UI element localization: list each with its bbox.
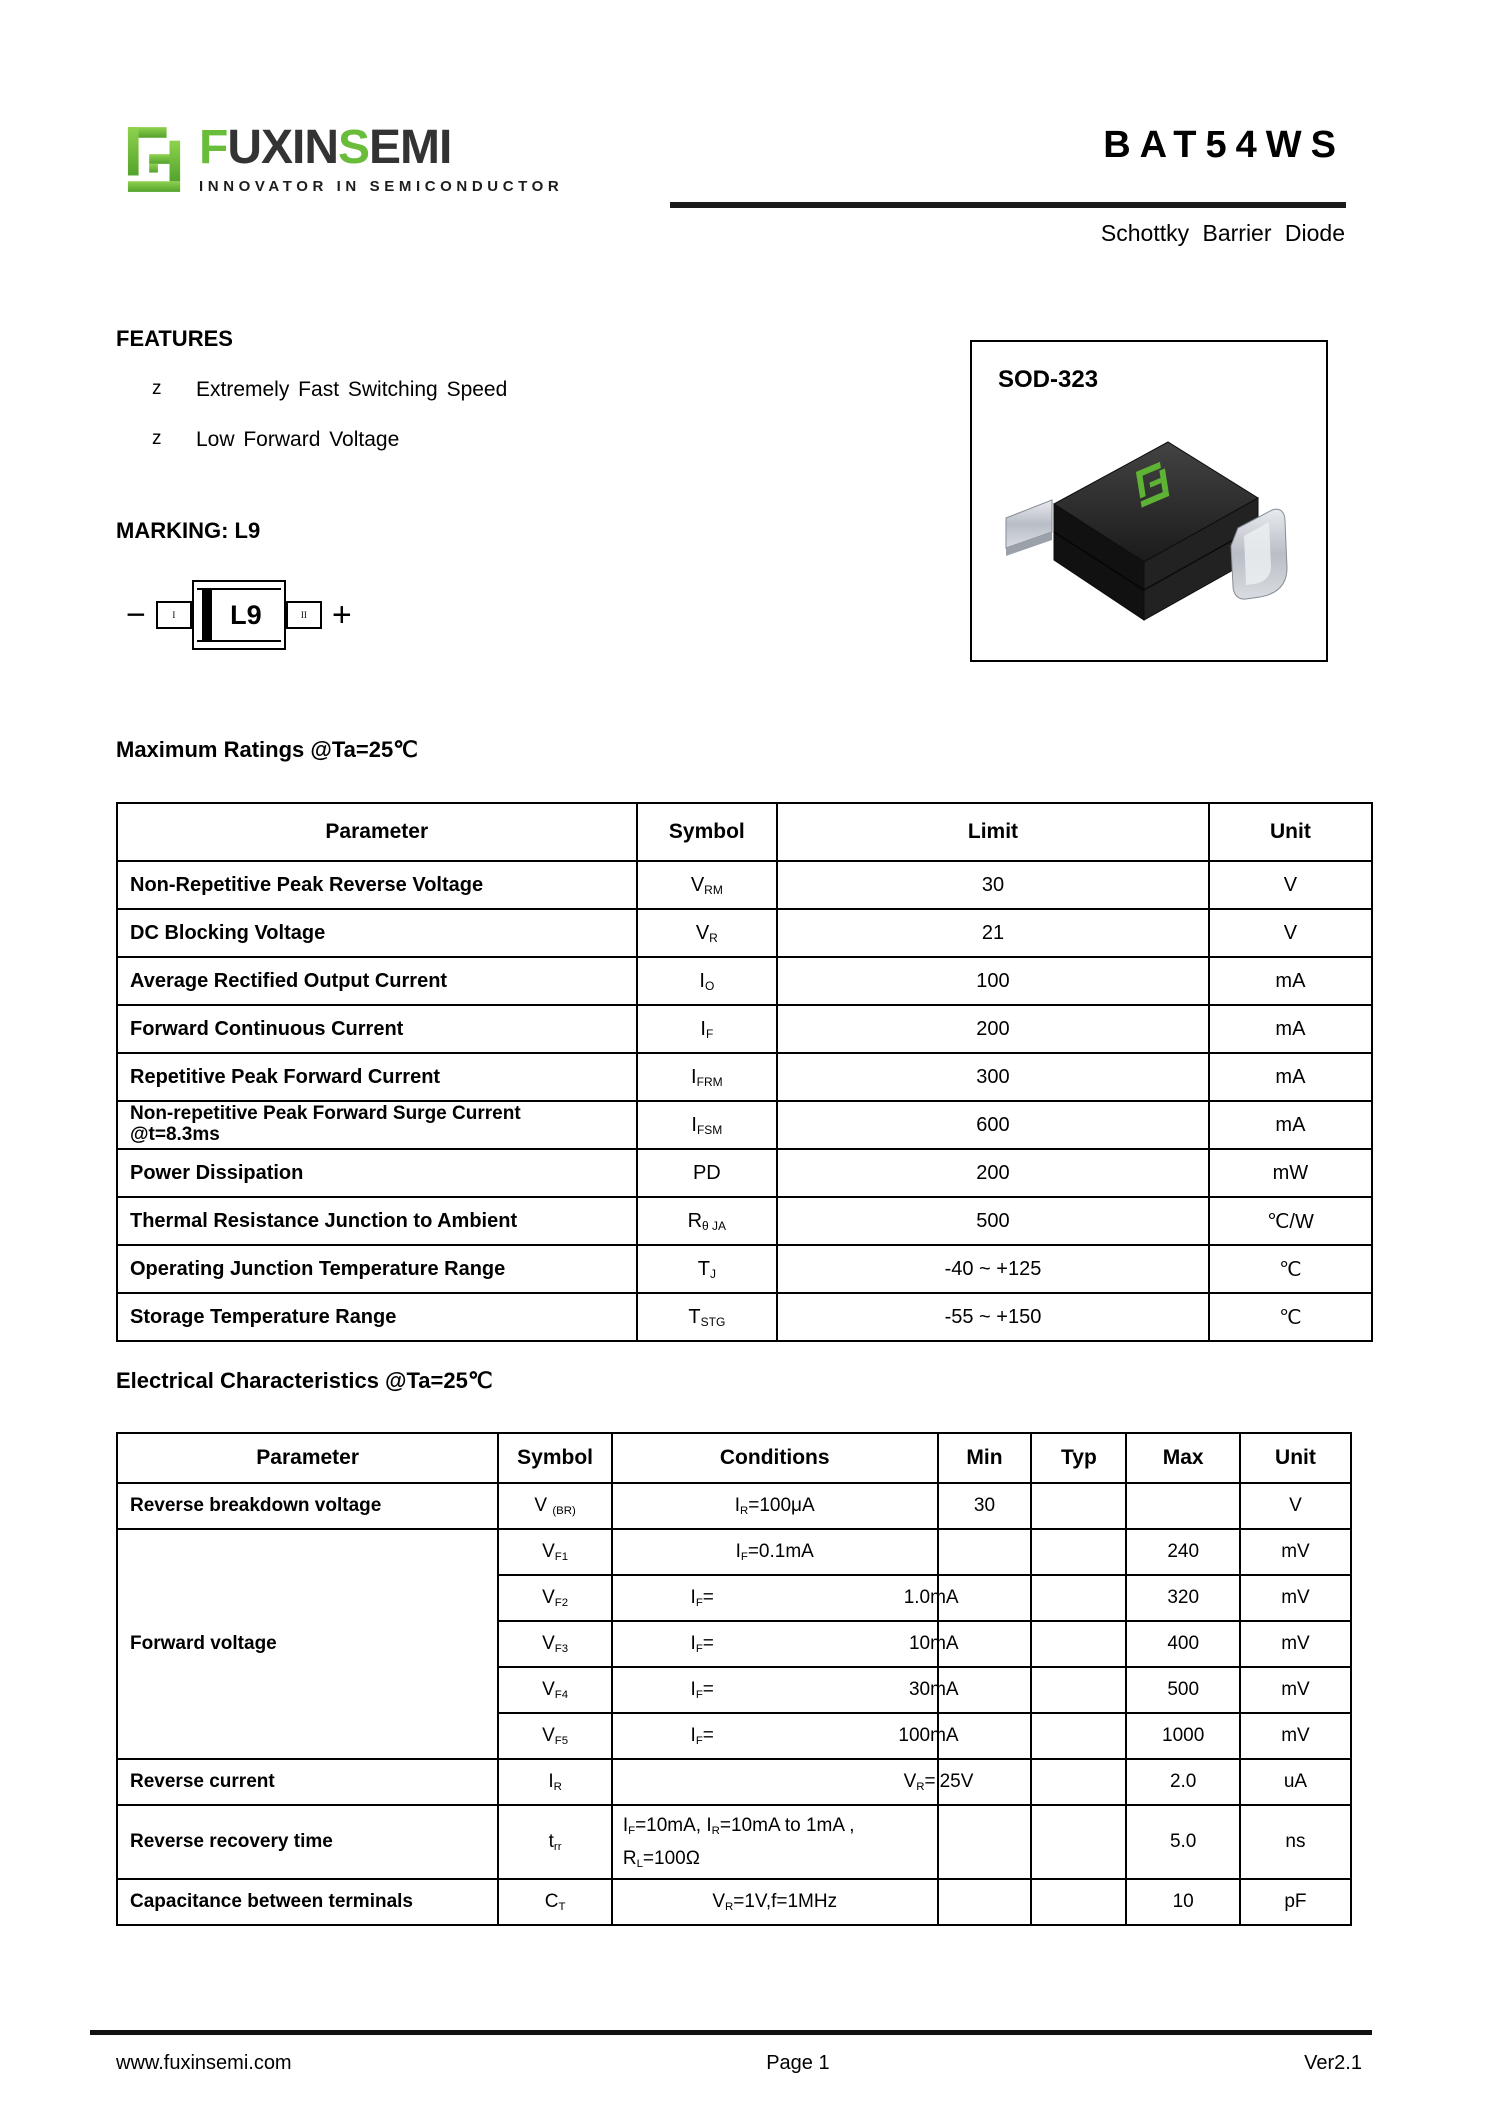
cell-limit: 200	[777, 1005, 1209, 1053]
package-outline-box	[970, 340, 1328, 662]
max-ratings-table	[116, 802, 1373, 1342]
features-title: FEATURES	[116, 326, 233, 351]
cell-parameter: Repetitive Peak Forward Current	[117, 1053, 637, 1101]
marking-code: L9	[230, 599, 262, 630]
cell-parameter: DC Blocking Voltage	[117, 909, 637, 957]
cell-typ	[1031, 1483, 1126, 1529]
table-row	[117, 1245, 1372, 1293]
part-number-title: BAT54WS	[1103, 124, 1345, 166]
cell-min: 30	[938, 1483, 1032, 1529]
cell-limit: 300	[777, 1053, 1209, 1101]
cell-parameter: Power Dissipation	[117, 1149, 637, 1197]
table-header-row	[117, 1433, 1351, 1483]
cell-parameter: Thermal Resistance Junction to Ambient	[117, 1197, 637, 1245]
cell-typ	[1031, 1529, 1126, 1575]
cathode-band	[202, 589, 212, 641]
footer	[116, 2052, 1362, 2075]
cell-limit: -55 ~ +150	[777, 1293, 1209, 1341]
cell-symbol: $V_R$	[637, 909, 778, 957]
cell-parameter: Average Rectified Output Current	[117, 957, 637, 1005]
cell-symbol: $V_{F2}$	[498, 1575, 612, 1621]
table-row	[117, 1053, 1372, 1101]
cell-symbol: $C_T$	[498, 1879, 612, 1925]
marking-title: MARKING: L9	[116, 518, 261, 543]
cell-unit: V	[1240, 1483, 1351, 1529]
cell-max: 320	[1126, 1575, 1240, 1621]
cell-typ	[1031, 1621, 1126, 1667]
table-row	[117, 909, 1372, 957]
table-row	[117, 1759, 1351, 1805]
cell-unit: mV	[1240, 1575, 1351, 1621]
col-unit: Unit	[1240, 1433, 1351, 1483]
electrical-table	[116, 1432, 1352, 1926]
footer-divider	[90, 2030, 1372, 2035]
cell-parameter: Reverse recovery time	[117, 1805, 498, 1879]
electrical-title: Electrical Characteristics @Ta=25℃	[116, 1368, 493, 1393]
footer-version: Ver2.1	[1304, 2052, 1362, 2074]
cell-symbol: $V_{F4}$	[498, 1667, 612, 1713]
col-parameter: Parameter	[117, 1433, 498, 1483]
bullet-glyph: z	[152, 428, 162, 449]
fuxinsemi-logo-icon	[126, 124, 184, 196]
cell-conditions: $I_F=10mA$, $I_R=10mA$ to 1mA , $R_L=100\Omega$	[612, 1805, 938, 1879]
cell-symbol: $V_{F5}$	[498, 1713, 612, 1759]
cell-unit: V	[1209, 861, 1372, 909]
features-section	[116, 326, 507, 452]
col-min: Min	[938, 1433, 1032, 1483]
cell-max: 5.0	[1126, 1805, 1240, 1879]
col-conditions: Conditions	[612, 1433, 938, 1483]
cell-limit: 600	[777, 1101, 1209, 1149]
cell-symbol: $I_{FRM}$	[637, 1053, 778, 1101]
cell-typ	[1031, 1667, 1126, 1713]
cell-conditions: $I_F=$ 1.0mA	[612, 1575, 938, 1621]
cell-unit: mA	[1209, 1005, 1372, 1053]
col-typ: Typ	[1031, 1433, 1126, 1483]
cell-unit: mW	[1209, 1149, 1372, 1197]
cell-typ	[1031, 1805, 1126, 1879]
cell-min: 25V	[938, 1759, 1032, 1805]
table-row	[117, 1529, 1351, 1575]
table-header-row	[117, 803, 1372, 861]
cell-typ	[1031, 1879, 1126, 1925]
cell-unit: ℃	[1209, 1293, 1372, 1341]
cell-conditions: $I_F=0.1mA$	[612, 1529, 938, 1575]
cell-min	[938, 1529, 1032, 1575]
cell-unit: mV	[1240, 1529, 1351, 1575]
col-max: Max	[1126, 1433, 1240, 1483]
cell-unit: pF	[1240, 1879, 1351, 1925]
cell-symbol: V $_{(BR)}$	[498, 1483, 612, 1529]
table-row	[117, 861, 1372, 909]
cell-unit: ℃/W	[1209, 1197, 1372, 1245]
logo-text	[199, 121, 564, 195]
table-row	[117, 1483, 1351, 1529]
cell-limit: -40 ~ +125	[777, 1245, 1209, 1293]
cell-limit: 100	[777, 957, 1209, 1005]
feature-item: z Extremely Fast Switching Speed	[116, 378, 507, 402]
company-logo	[126, 121, 564, 196]
anode-lead: I	[156, 601, 192, 629]
header-divider	[670, 202, 1346, 208]
cell-max: 1000	[1126, 1713, 1240, 1759]
cell-limit: 200	[777, 1149, 1209, 1197]
table-row	[117, 1879, 1351, 1925]
cell-unit: mA	[1209, 1101, 1372, 1149]
cell-conditions: $I_R=100\mu A$	[612, 1483, 938, 1529]
cell-symbol: $V_{F1}$	[498, 1529, 612, 1575]
cathode-lead: II	[286, 601, 322, 629]
footer-page-number: Page 1	[766, 2052, 830, 2074]
cell-parameter: Non-repetitive Peak Forward Surge Current @t=8.3ms	[117, 1101, 637, 1149]
cell-typ	[1031, 1575, 1126, 1621]
cell-parameter: Storage Temperature Range	[117, 1293, 637, 1341]
cell-max: 500	[1126, 1667, 1240, 1713]
cell-conditions: $V_R=1V,f=1MHz$	[612, 1879, 938, 1925]
cell-conditions: $I_F=$ 100mA	[612, 1713, 938, 1759]
cell-max: 240	[1126, 1529, 1240, 1575]
cell-symbol: $R_{\theta JA}$	[637, 1197, 778, 1245]
minus-polarity: −	[126, 596, 146, 634]
brand-tagline: INNOVATOR IN SEMICONDUCTOR	[199, 178, 564, 195]
cell-typ	[1031, 1713, 1126, 1759]
cell-parameter: Reverse breakdown voltage	[117, 1483, 498, 1529]
max-ratings-title: Maximum Ratings @Ta=25℃	[116, 737, 418, 762]
cell-conditions: $V_R=$	[612, 1759, 938, 1805]
cell-symbol: PD	[637, 1149, 778, 1197]
cell-symbol: $I_R$	[498, 1759, 612, 1805]
cell-max: 10	[1126, 1879, 1240, 1925]
plus-polarity: +	[331, 596, 352, 634]
cell-unit: uA	[1240, 1759, 1351, 1805]
cell-unit: ns	[1240, 1805, 1351, 1879]
cell-parameter: Non-Repetitive Peak Reverse Voltage	[117, 861, 637, 909]
cell-parameter: Forward voltage	[117, 1529, 498, 1759]
table-row	[117, 1005, 1372, 1053]
cell-unit: mV	[1240, 1621, 1351, 1667]
col-parameter: Parameter	[117, 803, 637, 861]
bullet-glyph: z	[152, 378, 162, 399]
cell-unit: mV	[1240, 1667, 1351, 1713]
cell-unit: V	[1209, 909, 1372, 957]
package-top-view	[192, 580, 286, 650]
col-limit: Limit	[777, 803, 1209, 861]
cell-parameter: Forward Continuous Current	[117, 1005, 637, 1053]
package-name: SOD-323	[998, 366, 1099, 393]
cell-unit: mV	[1240, 1713, 1351, 1759]
cell-symbol: $I_{FSM}$	[637, 1101, 778, 1149]
cell-conditions: $I_F=$ 10mA	[612, 1621, 938, 1667]
cell-limit: 500	[777, 1197, 1209, 1245]
cell-conditions: $I_F=$ 30mA	[612, 1667, 938, 1713]
table-row	[117, 1805, 1351, 1879]
cell-symbol: $V_{F3}$	[498, 1621, 612, 1667]
device-subtitle: Schottky Barrier Diode	[1100, 220, 1345, 246]
brand-name: FUXINSEMI	[199, 121, 452, 174]
cell-symbol: $I_O$	[637, 957, 778, 1005]
col-symbol: Symbol	[498, 1433, 612, 1483]
table-row	[117, 1149, 1372, 1197]
table-row	[117, 957, 1372, 1005]
marking-diagram	[126, 580, 352, 650]
cell-unit: ℃	[1209, 1245, 1372, 1293]
cell-limit: 30	[777, 861, 1209, 909]
cell-symbol: $T_{STG}$	[637, 1293, 778, 1341]
table-row	[117, 1197, 1372, 1245]
table-row	[117, 1101, 1372, 1149]
cell-symbol: $I_F$	[637, 1005, 778, 1053]
cell-min	[938, 1879, 1032, 1925]
feature-item: z Low Forward Voltage	[116, 428, 507, 452]
cell-parameter: Capacitance between terminals	[117, 1879, 498, 1925]
cell-limit: 21	[777, 909, 1209, 957]
cell-min	[938, 1805, 1032, 1879]
cell-typ	[1031, 1759, 1126, 1805]
cell-max	[1126, 1483, 1240, 1529]
footer-website: www.fuxinsemi.com	[116, 2052, 292, 2074]
cell-max: 2.0	[1126, 1759, 1240, 1805]
cell-unit: mA	[1209, 1053, 1372, 1101]
cell-parameter: Reverse current	[117, 1759, 498, 1805]
table-row	[117, 1293, 1372, 1341]
cell-symbol: $V_{RM}$	[637, 861, 778, 909]
package-3d-image	[988, 400, 1310, 655]
cell-parameter: Operating Junction Temperature Range	[117, 1245, 637, 1293]
cell-symbol: $T_J$	[637, 1245, 778, 1293]
cell-unit: mA	[1209, 957, 1372, 1005]
col-symbol: Symbol	[637, 803, 778, 861]
cell-max: 400	[1126, 1621, 1240, 1667]
cell-symbol: $t_{rr}$	[498, 1805, 612, 1879]
col-unit: Unit	[1209, 803, 1372, 861]
